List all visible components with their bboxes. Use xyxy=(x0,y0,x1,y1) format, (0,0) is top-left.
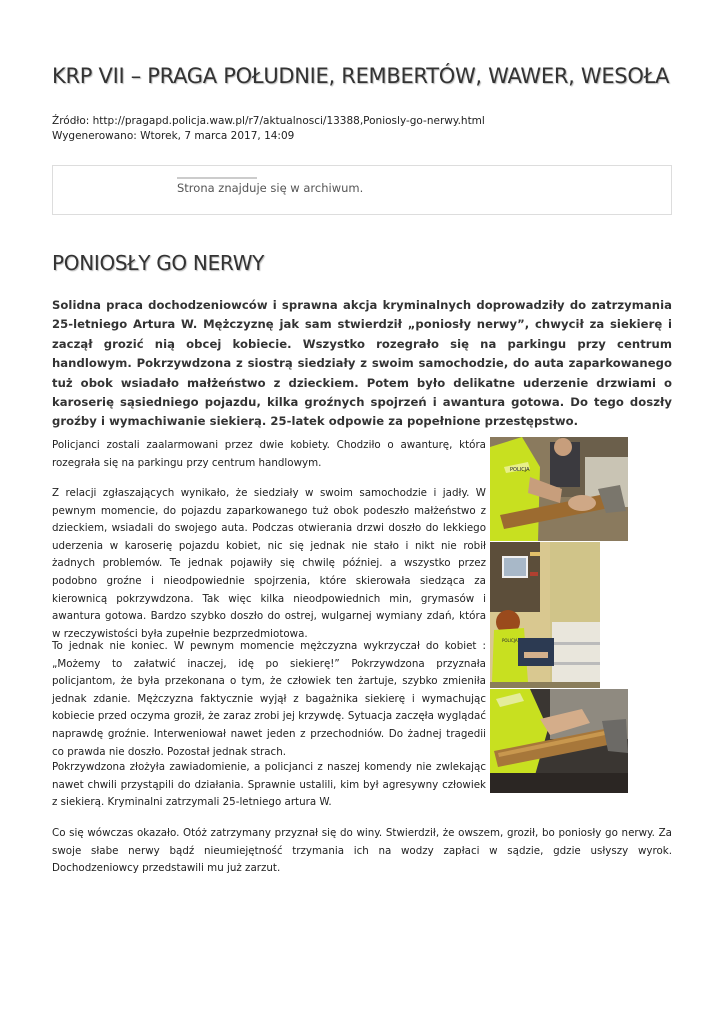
article-paragraph-1: Policjanci zostali zaalarmowani przez dwie kobiety. Chodziło o awanturę, która rozegrała się na parkingu przy centrum handlowym. xyxy=(52,439,486,469)
vest-label: POLICJA xyxy=(502,638,518,643)
document-meta xyxy=(52,114,485,144)
generated-date-line: Wygenerowano: Wtorek, 7 marca 2017, 14:09 xyxy=(52,130,295,142)
photo-axe-closeup xyxy=(490,689,628,793)
article-paragraph-5: Co się wówczas okazało. Otóż zatrzymany przyznał się do winy. Stwierdził, że owszem, groził, bo poniosły go nerwy. Za swoje słabe nerwy bądź nieumiejętność trzymania ich na wodzy zapłaci w sądzie, gdzie usłyszy wyrok. Dochodzeniowcy przedstawili mu już zarzut. xyxy=(52,827,672,875)
archive-notice-text: Strona znajduje się w archiwum. xyxy=(177,181,364,195)
source-url-line: Źródło: http://pragapd.policja.waw.pl/r7/aktualnosci/13388,Poniosly-go-nerwy.html xyxy=(52,115,485,127)
article-paragraph-4: Pokrzywdzona złożyła zawiadomienie, a policjanci z naszej komendy nie zwlekając nawet chwili przystąpili do działania. Sprawnie ustalili, kim był agresywny człowiek z siekierą. Kryminalni zatrzymali 25-letniego artura W. xyxy=(52,761,486,809)
archive-notice-divider xyxy=(177,177,257,179)
photo-police-officer-at-desk xyxy=(490,542,600,688)
vest-label: POLICJA xyxy=(510,467,530,473)
article-paragraph-3: To jednak nie koniec. W pewnym momencie mężczyzna wykrzyczał do kobiet : „Możemy to załatwić inaczej, idę po siekierę!” Pokrzywdzona przyznała policjantom, że była przekonana o tym, że człowiek ten żartuje, szybko zmieniła jednak zdanie. Mężczyzna faktycznie wyjął z bagażnika siekierę i wymachując kobiecie przed oczyma groził, że zaraz zrobi jej krzywdę. Sytuacja zaczęła wyglądać naprawdę groźnie. Interweniował nawet jeden z przechodniów. Do żadnej tragedii co prawda nie doszło. Pozostał jednak strach. xyxy=(52,640,486,758)
archive-notice-box xyxy=(52,165,672,215)
article-title: PONIOSŁY GO NERWY xyxy=(52,251,265,275)
photo-police-officer-holding-axe xyxy=(490,437,628,541)
site-header-title: KRP VII – PRAGA POŁUDNIE, REMBERTÓW, WAWER, WESOŁA xyxy=(52,64,670,88)
article-lead: Solidna praca dochodzeniowców i sprawna akcja kryminalnych doprowadziły do zatrzymania 25-letniego Artura W. Mężczyznę jak sam stwierdził „poniosły nerwy”, chwycił za siekierę i zaczął grozić nią obcej kobiecie. Wszystko rozegrało się na parkingu przy centrum handlowym. Pokrzywdzona z siostrą siedziały z swoim samochodzie, do auta zaparkowanego tuż obok wsiadało małżeństwo z dzieckiem. Potem było delikatne uderzenie drzwiami o karoserię sąsiedniego pojazdu, kilka groźnych spojrzeń i awantura gotowa. Do tego doszły groźby i wymachiwanie siekierą. 25-latek odpowie za popełnione przestępstwo. xyxy=(52,298,672,429)
article-paragraph-2: Z relacji zgłaszających wynikało, że siedziały w swoim samochodzie i jadły. W pewnym momencie, do pojazdu zaparkowanego tuż obok podeszło małżeństwo z dzieckiem, wsiadali do swojego auta. Podczas otwierania drzwi doszło do lekkiego uderzenia w karoserię pojazdu kobiet, nic się jednak nie stało i nikt nie robił żadnych problemów. Te jednak pojawiły się chwilę później. a wszystko przez podobno groźne i nieodpowiednie spojrzenia, które skierowała siedząca za kierownicą pokrzywdzona. Tak więc kilka nieodpowiednich min, grymasów i awantura gotowa. Bardzo szybko doszło do ostrej, wulgarnej wymiany zdań, która w rzeczywistości była zupełnie bezprzedmiotowa. xyxy=(52,487,486,640)
